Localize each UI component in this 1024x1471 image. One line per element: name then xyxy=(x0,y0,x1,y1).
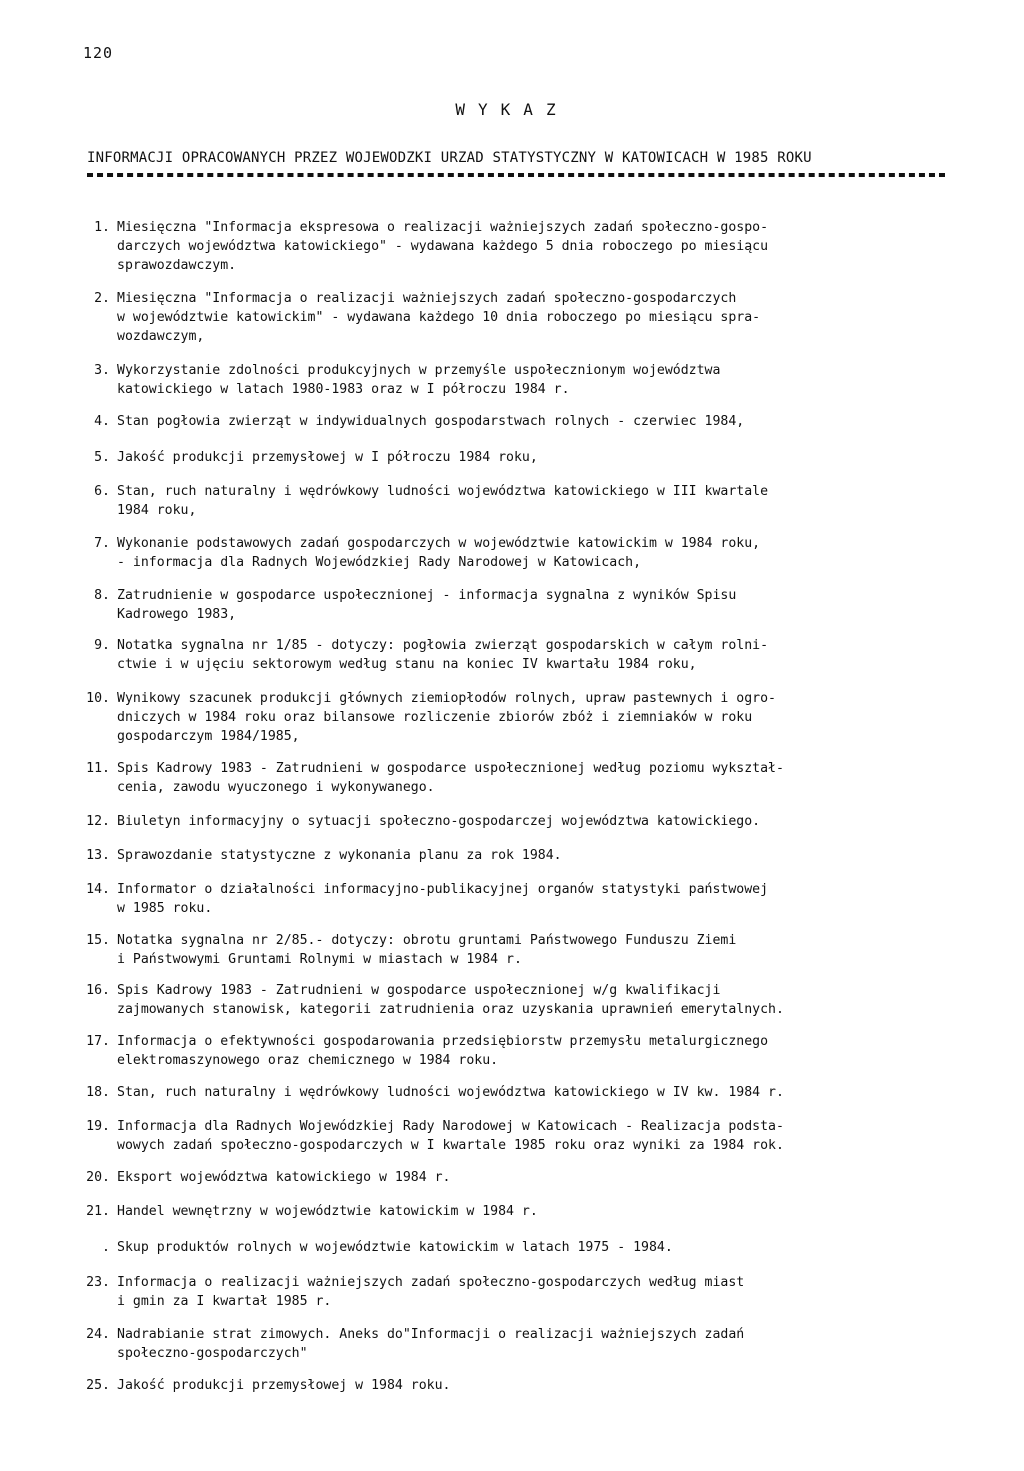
list-item-line: i gmin za I kwartał 1985 r. xyxy=(117,1294,332,1309)
list-item-line: Miesięczna "Informacja o realizacji ważniejszych zadań społeczno-gospodarczych xyxy=(117,291,737,306)
list-item-text xyxy=(117,880,768,918)
list-item-line: i Państwowymi Gruntami Rolnymi w miastach w 1984 r. xyxy=(117,952,522,967)
list-item-number: 25. xyxy=(86,1378,110,1393)
list-item-text xyxy=(117,1238,673,1257)
list-item-number: 19. xyxy=(86,1119,110,1134)
list-item-text xyxy=(117,759,784,797)
list-item-line: w 1985 roku. xyxy=(117,901,213,916)
list-item-line: Spis Kadrowy 1983 - Zatrudnieni w gospodarce uspołecznionej w/g kwalifikacji xyxy=(117,983,721,998)
list-item-line: Informacja o efektywności gospodarowania przedsiębiorstw przemysłu metalurgicznego xyxy=(117,1034,769,1049)
list-item-line: Informacja o realizacji ważniejszych zadań społeczno-gospodarczych według miast xyxy=(117,1275,745,1290)
list-item-line: ctwie i w ujęciu sektorowym według stanu na koniec IV kwartału 1984 roku, xyxy=(117,657,697,672)
list-item-line: Zatrudnienie w gospodarce uspołecznionej - informacja sygnalna z wyników Spisu xyxy=(117,588,737,603)
list-item-line: wozdawczym, xyxy=(117,329,205,344)
list-item-line: społeczno-gospodarczych" xyxy=(117,1346,308,1361)
list-item-line: Stan, ruch naturalny i wędrówkowy ludności województwa katowickiego w IV kw. 1984 r. xyxy=(117,1085,784,1100)
list-item-number: 2. xyxy=(94,291,110,306)
list-item-line: darczych województwa katowickiego" - wydawana każdego 5 dnia roboczego po miesiącu xyxy=(117,239,769,254)
list-item-line: Eksport województwa katowickiego w 1984 r. xyxy=(117,1170,451,1185)
list-item-text xyxy=(117,846,562,865)
list-item-text xyxy=(117,1202,538,1221)
list-item-text xyxy=(117,1376,450,1395)
list-item-number: 4. xyxy=(94,414,110,429)
list-item-number: 13. xyxy=(86,848,110,863)
double-dashed-rule xyxy=(87,173,945,177)
list-item-line: Notatka sygnalna nr 2/85.- dotyczy: obrotu gruntami Państwowego Funduszu Ziemi xyxy=(117,933,737,948)
list-item-number: 21. xyxy=(86,1204,110,1219)
list-item-line: wowych zadań społeczno-gospodarczych w I kwartale 1985 roku oraz wyniki za 1984 rok. xyxy=(117,1138,784,1153)
list-item-line: Kadrowego 1983, xyxy=(117,607,237,622)
list-item-text xyxy=(117,1168,450,1187)
list-item-line: zajmowanych stanowisk, kategorii zatrudnienia oraz uzyskania uprawnień emerytalnych. xyxy=(117,1002,784,1017)
list-item-line: katowickiego w latach 1980-1983 oraz w I półroczu 1984 r. xyxy=(117,382,570,397)
list-item-text xyxy=(117,1273,744,1311)
list-item-text xyxy=(117,1117,784,1155)
list-item-line: Stan, ruch naturalny i wędrówkowy ludności województwa katowickiego w III kwartale xyxy=(117,484,769,499)
list-item-number: 11. xyxy=(86,761,110,776)
list-item-line: elektromaszynowego oraz chemicznego w 1984 roku. xyxy=(117,1053,499,1068)
list-item-number: 23. xyxy=(86,1275,110,1290)
list-item-line: Notatka sygnalna nr 1/85 - dotyczy: pogłowia zwierząt gospodarskich w całym rolni- xyxy=(117,638,769,653)
list-item-number: 20. xyxy=(86,1170,110,1185)
list-item-number: . xyxy=(102,1240,110,1255)
list-item-line: 1984 roku, xyxy=(117,503,197,518)
list-item-line: - informacja dla Radnych Wojewódzkiej Rady Narodowej w Katowicach, xyxy=(117,555,642,570)
list-item-line: Informacja dla Radnych Wojewódzkiej Rady Narodowej w Katowicach - Realizacja podsta- xyxy=(117,1119,784,1134)
list-item-text xyxy=(117,289,760,346)
list-item-line: Nadrabianie strat zimowych. Aneks do"Informacji o realizacji ważniejszych zadań xyxy=(117,1327,745,1342)
document-subtitle: INFORMACJI OPRACOWANYCH PRZEZ WOJEWODZKI URZAD STATYSTYCZNY W KATOWICACH W 1985 ROKU xyxy=(87,150,812,166)
list-item-line: dniczych w 1984 roku oraz bilansowe rozliczenie zbiorów zbóż i ziemniaków w roku xyxy=(117,710,753,725)
list-item-line: gospodarczym 1984/1985, xyxy=(117,729,300,744)
list-item-text xyxy=(117,1032,768,1070)
list-item-text xyxy=(117,636,768,674)
list-item-line: Handel wewnętrzny w województwie katowickim w 1984 r. xyxy=(117,1204,538,1219)
list-item-text xyxy=(117,361,720,399)
list-item-line: cenia, zawodu wyuczonego i wykonywanego. xyxy=(117,780,435,795)
list-item-line: Jakość produkcji przemysłowej w I półroczu 1984 roku, xyxy=(117,450,538,465)
list-item-line: Jakość produkcji przemysłowej w 1984 roku. xyxy=(117,1378,451,1393)
list-item-line: Sprawozdanie statystyczne z wykonania planu za rok 1984. xyxy=(117,848,562,863)
list-item-number: 16. xyxy=(86,983,110,998)
list-item-number: 9. xyxy=(94,638,110,653)
list-item-text xyxy=(117,448,538,467)
list-item-line: Spis Kadrowy 1983 - Zatrudnieni w gospodarce uspołecznionej według poziomu wykształ- xyxy=(117,761,784,776)
document-title: WYKAZ xyxy=(455,100,569,119)
list-item-text xyxy=(117,218,768,275)
list-item-number: 15. xyxy=(86,933,110,948)
list-item-text xyxy=(117,812,760,831)
list-item-text xyxy=(117,689,776,746)
list-item-line: Wykorzystanie zdolności produkcyjnych w przemyśle uspołecznionym województwa xyxy=(117,363,721,378)
list-item-number: 14. xyxy=(86,882,110,897)
list-item-text xyxy=(117,412,744,431)
list-item-text xyxy=(117,981,784,1019)
list-item-text xyxy=(117,1325,744,1363)
list-item-text xyxy=(117,931,736,969)
list-item-line: Stan pogłowia zwierząt w indywidualnych gospodarstwach rolnych - czerwiec 1984, xyxy=(117,414,745,429)
list-item-line: Skup produktów rolnych w województwie katowickim w latach 1975 - 1984. xyxy=(117,1240,673,1255)
list-item-line: w województwie katowickim" - wydawana każdego 10 dnia roboczego po miesiącu spra- xyxy=(117,310,761,325)
page-number: 120 xyxy=(83,44,114,62)
list-item-number: 24. xyxy=(86,1327,110,1342)
list-item-number: 6. xyxy=(94,484,110,499)
list-item-line: Wykonanie podstawowych zadań gospodarczych w województwie katowickim w 1984 roku, xyxy=(117,536,761,551)
list-item-line: Biuletyn informacyjny o sytuacji społeczno-gospodarczej województwa katowickiego. xyxy=(117,814,761,829)
list-item-number: 7. xyxy=(94,536,110,551)
list-item-text xyxy=(117,1083,784,1102)
list-item-number: 10. xyxy=(86,691,110,706)
list-item-line: Wynikowy szacunek produkcji głównych ziemiopłodów rolnych, upraw pastewnych i ogro- xyxy=(117,691,776,706)
list-item-number: 1. xyxy=(94,220,110,235)
list-item-text xyxy=(117,482,768,520)
list-item-number: 8. xyxy=(94,588,110,603)
list-item-line: Informator o działalności informacyjno-publikacyjnej organów statystyki państwowej xyxy=(117,882,769,897)
list-item-number: 5. xyxy=(94,450,110,465)
list-item-number: 18. xyxy=(86,1085,110,1100)
list-item-line: Miesięczna "Informacja ekspresowa o realizacji ważniejszych zadań społeczno-gospo- xyxy=(117,220,769,235)
list-item-number: 12. xyxy=(86,814,110,829)
list-item-number: 3. xyxy=(94,363,110,378)
list-item-text xyxy=(117,534,760,572)
list-item-line: sprawozdawczym. xyxy=(117,258,237,273)
list-item-text xyxy=(117,586,736,624)
list-item-number: 17. xyxy=(86,1034,110,1049)
